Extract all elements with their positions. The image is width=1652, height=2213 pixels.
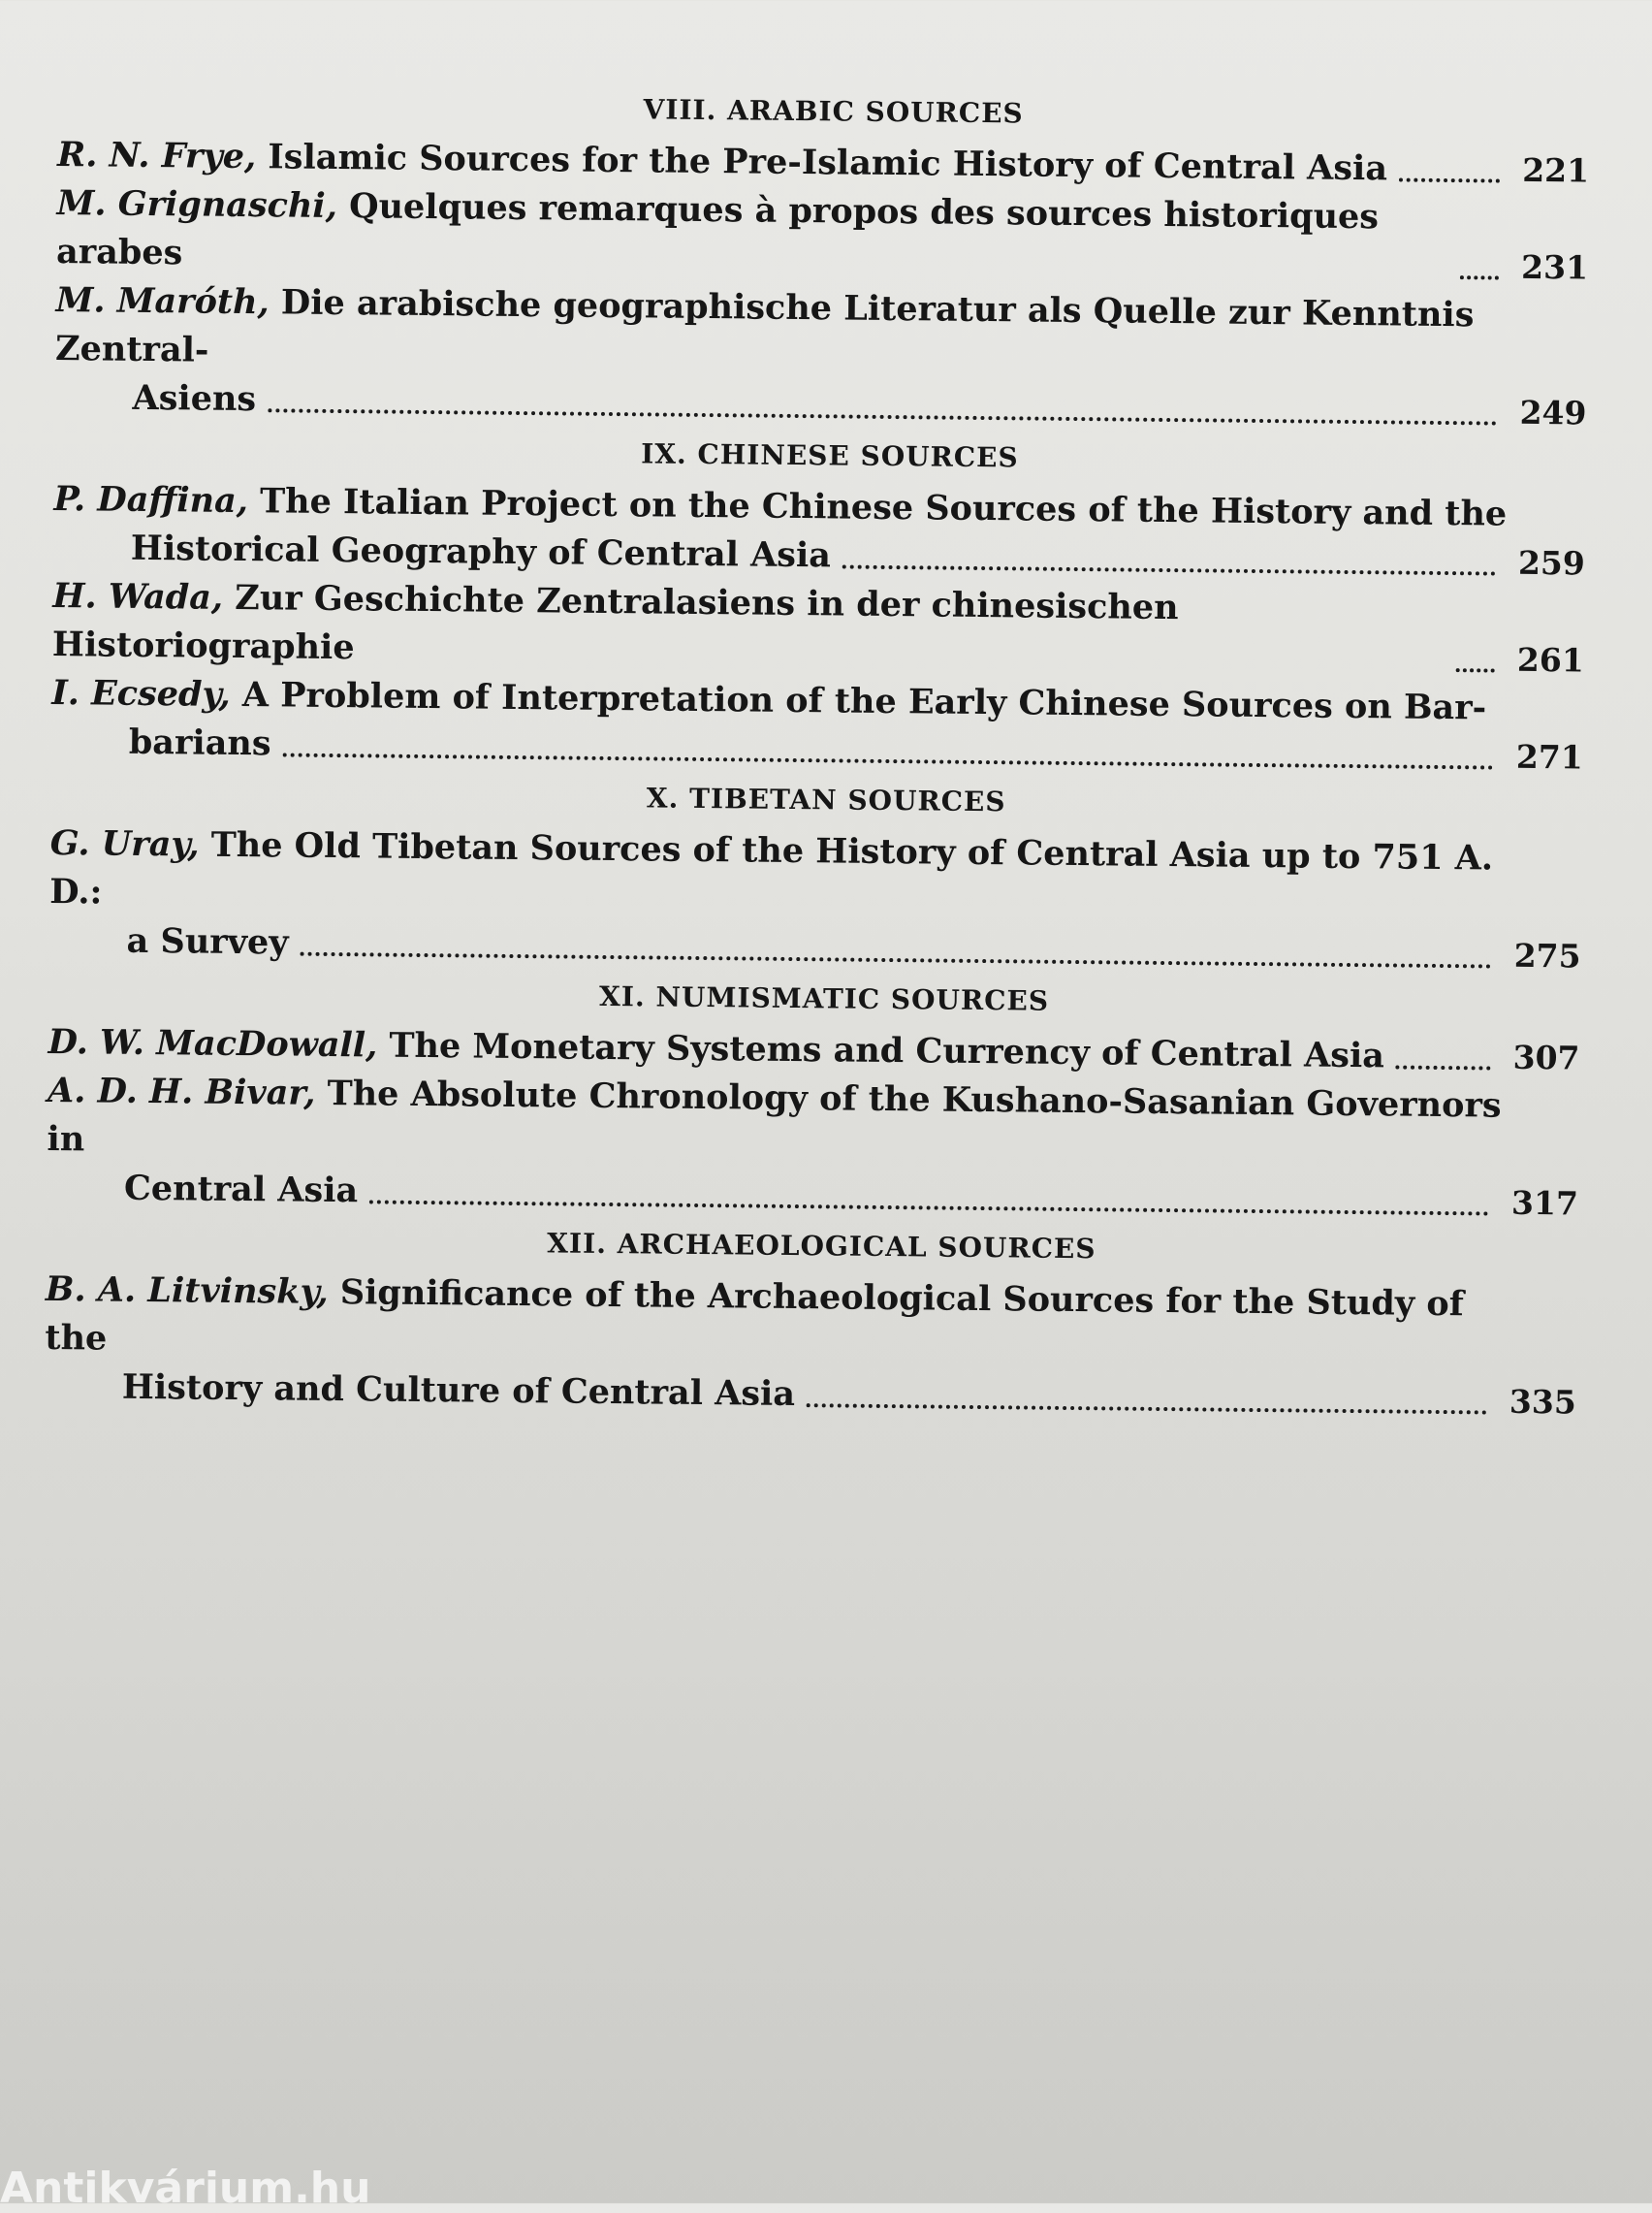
toc-section (54, 87, 1609, 438)
leader-dots (369, 1200, 1489, 1215)
leader-dots (300, 952, 1491, 969)
entry-author: I. Ecsedy, (51, 672, 231, 715)
toc-section (51, 432, 1606, 783)
entry-title-continued: Central Asia (123, 1168, 359, 1211)
toc-entry (45, 1266, 1597, 1427)
page-number: 249 (1519, 393, 1587, 433)
entry-title: Islamic Sources for the Pre-Islamic History of Central Asia (255, 137, 1388, 189)
toc-entry (52, 572, 1604, 686)
entry-author: M. Maróth, (55, 279, 270, 323)
entry-author: D. W. MacDowall, (48, 1021, 378, 1066)
entry-title-continued: Asiens (132, 377, 257, 420)
entry-author: A. D. H. Bivar, (47, 1070, 316, 1113)
section-heading: XI. NUMISMATIC SOURCES (598, 979, 1050, 1017)
entry-title: The Italian Project on the Chinese Sources of the History and the (247, 481, 1508, 534)
watermark: Antikvárium.hu (0, 2164, 371, 2213)
entry-author: P. Daffina, (53, 478, 249, 522)
toc-section (48, 776, 1602, 981)
page-number: 231 (1520, 247, 1589, 287)
section-heading: VIII. ARABIC SOURCES (643, 93, 1024, 130)
entry-title-continued: Historical Geography of Central Asia (130, 528, 832, 576)
toc-entry (53, 475, 1605, 589)
page-number: 335 (1509, 1382, 1576, 1422)
entry-title: Zur Geschichte Zentralasiens in der chinesischen Historiographie (51, 577, 1179, 668)
entry-title-continued: barians (128, 722, 271, 764)
entry-author: G. Uray, (49, 822, 200, 865)
entry-title-continued: a Survey (126, 920, 289, 963)
page-number: 221 (1521, 150, 1590, 190)
toc-section (47, 975, 1600, 1229)
toc-section (45, 1222, 1598, 1427)
page-number: 275 (1513, 936, 1581, 976)
toc-entry (51, 669, 1604, 783)
entry-title: The Monetary Systems and Currency of Central Asia (377, 1025, 1385, 1076)
section-heading: X. TIBETAN SOURCES (646, 782, 1006, 818)
entry-title: A Problem of Interpretation of the Early Chinese Sources on Bar- (230, 674, 1487, 728)
leader-dots (1396, 1066, 1491, 1071)
entry-author: B. A. Litvinsky, (45, 1268, 329, 1312)
toc-entry (54, 276, 1606, 438)
leader-dots (842, 564, 1496, 575)
toc-entry (56, 179, 1608, 293)
entry-title: Significance of the Archaeological Sources for the Study of the (45, 1271, 1464, 1359)
toc-entry (48, 819, 1601, 981)
section-heading: XII. ARCHAEOLOGICAL SOURCES (547, 1227, 1096, 1266)
table-of-contents (45, 78, 1609, 1431)
page-number: 271 (1515, 737, 1583, 777)
leader-dots (1399, 177, 1500, 182)
entry-title: The Absolute Chronology of the Kushano-Sasanian Governors in (47, 1073, 1502, 1160)
entry-title: The Old Tibetan Sources of the History of Central Asia up to 751 A. D.: (48, 824, 1494, 913)
leader-dots (1456, 668, 1495, 672)
leader-dots (268, 408, 1497, 425)
entry-title: Quelques remarques à propos des sources historiques arabes (55, 186, 1380, 273)
toc-entry (47, 1067, 1599, 1229)
entry-title: Die arabische geographische Literatur als Quelle zur Kenntnis Zentral- (54, 282, 1475, 370)
page-number: 317 (1510, 1183, 1579, 1223)
page-number: 259 (1517, 543, 1586, 583)
page-number: 307 (1512, 1038, 1580, 1077)
page-number: 261 (1516, 640, 1584, 680)
entry-author: M. Grignaschi, (56, 182, 338, 227)
leader-dots (282, 753, 1493, 769)
entry-author: H. Wada, (52, 575, 224, 618)
entry-author: R. N. Frye, (56, 134, 257, 177)
section-heading: IX. CHINESE SOURCES (641, 437, 1019, 474)
leader-dots (807, 1403, 1487, 1414)
entry-title-continued: History and Culture of Central Asia (121, 1366, 796, 1415)
leader-dots (1460, 275, 1499, 279)
